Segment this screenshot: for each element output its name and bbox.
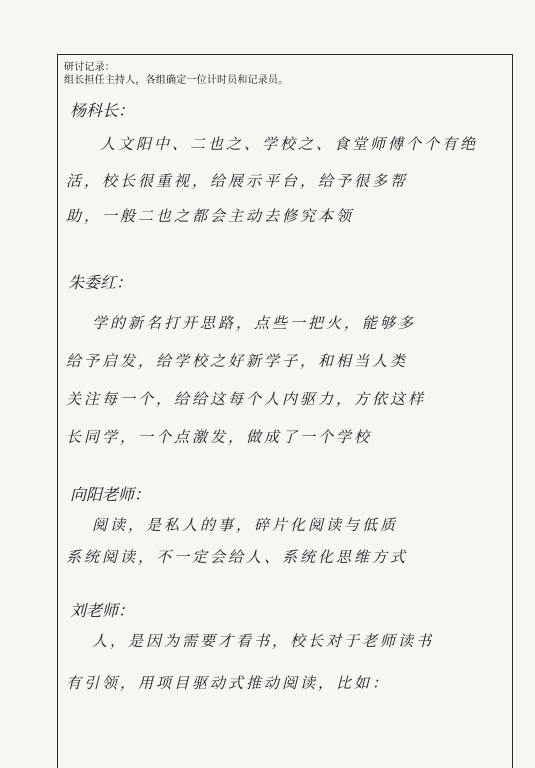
handwritten-line: 学的新名打开思路，点些一把火，能够多 xyxy=(92,314,417,332)
record-table-border xyxy=(57,54,513,768)
handwritten-line: 有引领，用项目驱动式推动阅读，比如： xyxy=(66,674,391,692)
handwritten-line: 给予启发，给学校之好新学子，和相当人类 xyxy=(66,352,409,370)
handwritten-line: 阅读，是私人的事，碎片化阅读与低质 xyxy=(92,516,399,534)
handwritten-line: 人，是因为需要才看书，校长对于老师读书 xyxy=(92,632,435,650)
speaker-name: 杨科长： xyxy=(70,101,135,120)
speaker-name: 朱委红： xyxy=(68,273,133,292)
handwritten-line: 人文阳中、二也之、学校之、食堂师傅个个有绝 xyxy=(100,135,479,153)
handwritten-line: 助，一般二也之都会主动去修究本领 xyxy=(66,207,355,225)
handwritten-line: 长同学，一个点激发，做成了一个学校 xyxy=(66,428,373,446)
handwritten-line: 关注每一个，给给这每个人内驱力，方依这样 xyxy=(66,390,427,408)
handwritten-line: 活，校长很重视，给展示平台，给予很多帮 xyxy=(66,172,409,190)
record-instruction: 组长担任主持人，各组确定一位计时员和记录员。 xyxy=(64,75,289,86)
speaker-name: 向阳老师： xyxy=(70,485,151,504)
record-title: 研讨记录： xyxy=(64,62,115,73)
handwritten-line: 系统阅读，不一定会给人、系统化思维方式 xyxy=(66,548,409,566)
speaker-name: 刘老师： xyxy=(70,601,135,620)
